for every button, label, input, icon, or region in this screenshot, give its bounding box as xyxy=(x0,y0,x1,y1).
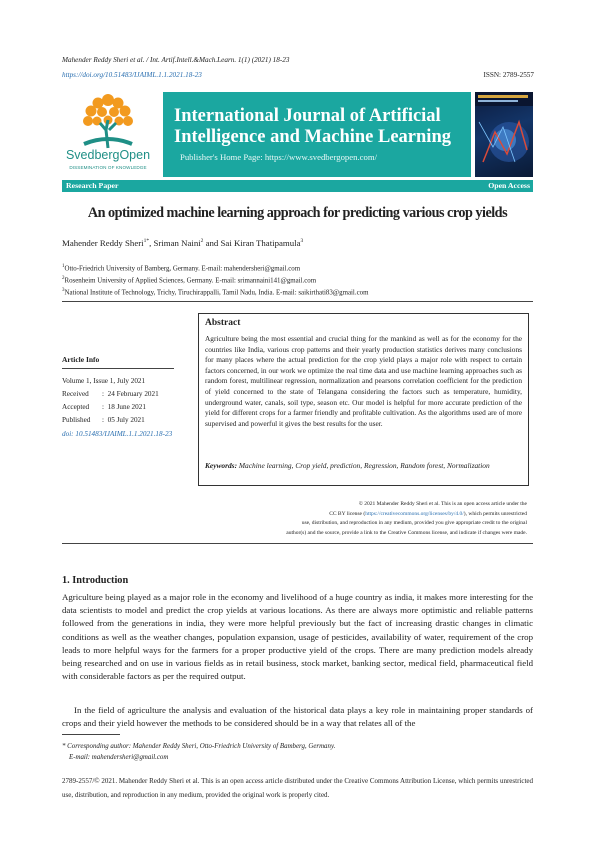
abstract-heading: Abstract xyxy=(205,318,241,328)
journal-cover-image xyxy=(475,92,533,177)
received-date: Received : 24 February 2021 xyxy=(62,390,159,398)
running-citation: Mahender Reddy Sheri et al. / Int. Artif.Intell.&Mach.Learn. 1(1) (2021) 18-23 xyxy=(62,56,290,64)
affiliation-2: $^2$Rosenheim University of Applied Sciences, Germany. E-mail: srimannaini141@gmail.com xyxy=(62,276,317,285)
cc-license-link[interactable]: https://creativecommons.org/licenses/by/4.0/ xyxy=(365,510,464,517)
article-doi[interactable]: doi: 10.51483/IJAIML.1.1.2021.18-23 xyxy=(62,430,173,438)
affiliation-3: $^3$National Institute of Technology, Trichy, Tiruchirappalli, Tamil Nadu, India. E-mail: saikirthati83@gmail.com xyxy=(62,288,369,297)
accepted-date: Accepted : 18 June 2021 xyxy=(62,403,146,411)
access-label: Open Access xyxy=(488,181,530,190)
tree-logo-icon xyxy=(62,90,154,150)
license-notice: © 2021 Mahender Reddy Sheri et al. This is an open access article under the CC BY license (https://creativecommons.org/licenses/by/4.0/), which permits unrestricted use, distribution, and reproduction in any medium, provided you give appropriate credit to the original author(s) and the source, provide a link to the Creative Commons license, and indicate if changes were made. xyxy=(286,501,527,536)
intro-paragraph-1: Agriculture being played as a major role in the economy and livelihood of a huge country as india, it makes more interesting for the data scientists to model and predict the crop yields at various locations. As there are always more optimistic and reliable patterns followed from the generations in india, they were more helpful previously but the fact of increasing drastic changes in climatic conditions as well as the weather changes, population expansion, usage of pesticides, availability of water, requirement of the crop leads to more helpful ways for the farmers for a proper productive yield of the crops. There are many prediction models already being researched and on use in various fields as in retail business, stock market, banking sector, medical field, pharmaceutical field with considerable factors as per the required output. xyxy=(62,592,533,682)
abstract-text: Agriculture being the most essential and crucial thing for the mankind as well as for the economy for the countries like India, various crop patterns and their yearly production statistics derives many conclusions for many places where the actual prediction for the crop yield plays a major role with respect to certain factors concerned, in our work we optimize the real time data and use machine learning approaches such as random forest, multilinear regression, normalization and pearsons correlation coefficient for the prediction of yield concerned to the state of Telangana considering the factors such as temperature, humidity, underground water, canals, soil type, season etc. Our model is helpful for more accurate prediction of the yield for different crops for a farmer friendly and profitable cultivation. As the algorithms used are of more supervised and powerful it gives the best results for the user. xyxy=(205,334,522,428)
bottom-license: 2789-2557/© 2021. Mahender Reddy Sheri et al. This is an open access article distributed under the Creative Commons Attribution License, which permits unrestricted use, distribution, and reproduction in any medium, provided the original work is properly cited. xyxy=(62,777,533,800)
article-info-heading: Article Info xyxy=(62,355,100,364)
logo-tagline: DISSEMINATION OF KNOWLEDGE xyxy=(69,165,147,170)
affiliation-1: $^1$Otto-Friedrich University of Bamberg, Germany. E-mail: mahendersheri@gmail.com xyxy=(62,264,301,273)
divider xyxy=(62,368,174,369)
divider xyxy=(62,301,533,302)
article-title: An optimized machine learning approach for predicting various crop yields xyxy=(87,205,508,221)
volume-info: Volume 1, Issue 1, July 2021 xyxy=(62,377,146,385)
publisher-logo xyxy=(62,90,154,176)
article-type: Research Paper xyxy=(66,181,119,190)
intro-paragraph-2: In the field of agriculture the analysis and evaluation of the historical data plays a key role in maintaining proper standards of crops and their yield however the methods to be considered should be in a way that relates all of the xyxy=(62,705,533,729)
author-list: Mahender Reddy Sheri$^{1*}$, Sriman Naini$^2$ and Sai Kiran Thatipamula$^3$ xyxy=(62,238,304,248)
corresponding-author-footnote: * Corresponding author: Mahender Reddy Sheri, Otto-Friedrich University of Bamberg, Germany. E-mail: mahendersheri@gmail.com xyxy=(62,743,336,761)
journal-title: International Journal of Artificial Intelligence and Machine Learning xyxy=(174,106,451,147)
issn: ISSN: 2789-2557 xyxy=(483,71,534,79)
divider xyxy=(62,734,120,735)
logo-name: SvedbergOpen xyxy=(65,148,151,162)
article-type-bar xyxy=(62,180,533,192)
section-heading: 1. Introduction xyxy=(62,575,129,586)
published-date: Published : 05 July 2021 xyxy=(62,416,145,424)
keywords: Keywords: Machine learning, Crop yield, prediction, Regression, Random forest, Normalization xyxy=(205,461,490,470)
publisher-home[interactable]: Publisher's Home Page: https://www.svedbergopen.com/ xyxy=(180,152,378,162)
doi-link[interactable]: https://doi.org/10.51483/IJAIML.1.1.2021.18-23 xyxy=(62,71,202,79)
divider xyxy=(62,543,533,544)
